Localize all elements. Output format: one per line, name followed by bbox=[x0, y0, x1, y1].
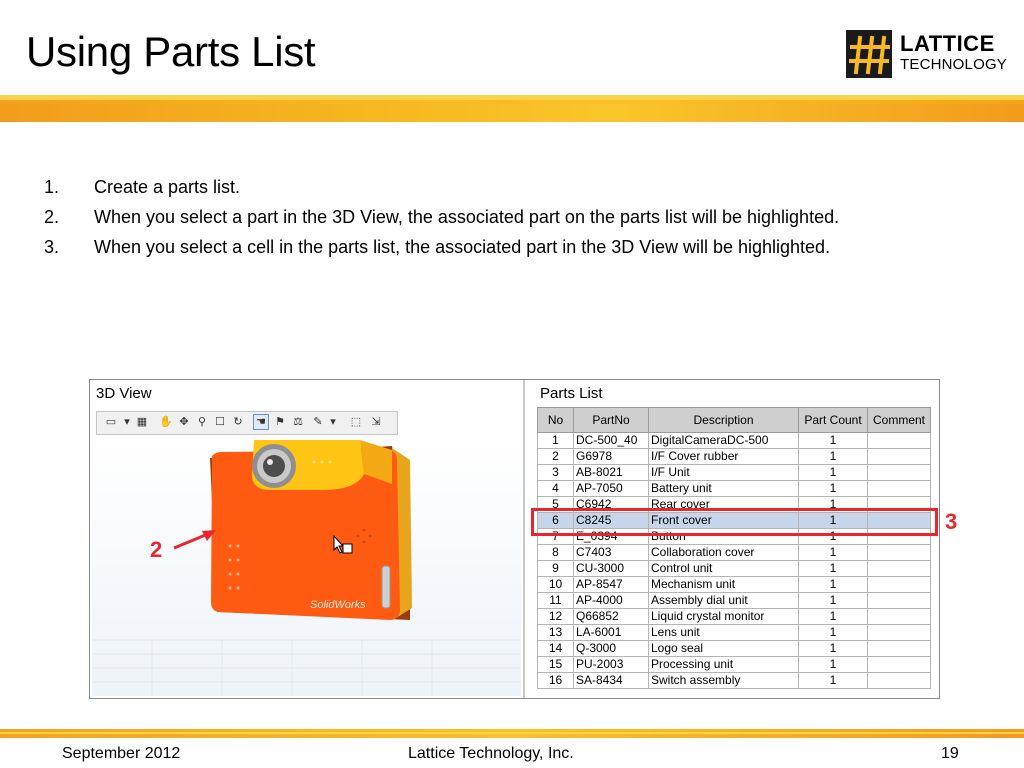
table-cell-part-no[interactable]: G6978 bbox=[574, 449, 649, 465]
view3d-canvas[interactable] bbox=[92, 440, 521, 696]
table-cell-comment[interactable] bbox=[868, 577, 931, 593]
table-cell-count[interactable]: 1 bbox=[799, 497, 868, 513]
box-zoom-icon[interactable]: ☐ bbox=[215, 416, 225, 428]
lattice-logo-icon bbox=[846, 30, 892, 78]
camera-model[interactable] bbox=[92, 440, 521, 696]
table-row[interactable] bbox=[538, 577, 931, 593]
table-cell-count[interactable]: 1 bbox=[799, 513, 868, 529]
table-cell-part-no[interactable]: C7403 bbox=[574, 545, 649, 561]
table-row[interactable] bbox=[538, 545, 931, 561]
highlight-box-3 bbox=[531, 508, 938, 536]
table-cell-comment[interactable] bbox=[868, 545, 931, 561]
table-cell-part-no[interactable]: Q66852 bbox=[574, 609, 649, 625]
table-row[interactable] bbox=[538, 657, 931, 673]
lattice-logo bbox=[846, 30, 1008, 78]
table-cell-comment[interactable] bbox=[868, 673, 931, 689]
parts-table-header bbox=[538, 408, 931, 433]
table-cell-part-no[interactable]: E_0394 bbox=[574, 529, 649, 545]
table-cell-no[interactable]: 16 bbox=[538, 673, 574, 689]
table-cell-part-no[interactable]: Q-3000 bbox=[574, 641, 649, 657]
annotation-icon[interactable]: ⬚ bbox=[350, 416, 362, 428]
table-cell-no[interactable]: 4 bbox=[538, 481, 574, 497]
table-cell-description[interactable]: Rear cover bbox=[649, 497, 799, 513]
step-item-2 bbox=[44, 205, 904, 229]
table-row[interactable] bbox=[538, 561, 931, 577]
step-text: Create a parts list. bbox=[94, 177, 241, 197]
measure-icon[interactable]: ⚖ bbox=[293, 416, 303, 428]
table-cell-comment[interactable] bbox=[868, 449, 931, 465]
table-cell-comment[interactable] bbox=[868, 593, 931, 609]
table-cell-description[interactable]: Logo seal bbox=[649, 641, 799, 657]
column-header-part-count[interactable]: Part Count bbox=[799, 408, 868, 433]
table-cell-description[interactable]: Liquid crystal monitor bbox=[649, 609, 799, 625]
rotate-icon[interactable]: ↻ bbox=[233, 416, 243, 428]
table-cell-no[interactable]: 10 bbox=[538, 577, 574, 593]
table-row[interactable] bbox=[538, 481, 931, 497]
table-row[interactable] bbox=[538, 465, 931, 481]
table-cell-description[interactable]: I/F Unit bbox=[649, 465, 799, 481]
footer-page-number: 19 bbox=[941, 745, 959, 762]
table-row[interactable] bbox=[538, 593, 931, 609]
table-cell-no[interactable]: 8 bbox=[538, 545, 574, 561]
table-cell-description[interactable]: Lens unit bbox=[649, 625, 799, 641]
slide-title: Using Parts List bbox=[26, 28, 316, 75]
logo-text-lattice: LATTICE bbox=[900, 31, 995, 56]
logo-text-technology: TECHNOLOGY bbox=[900, 56, 1008, 73]
column-header-description[interactable]: Description bbox=[649, 408, 799, 433]
table-cell-count[interactable]: 1 bbox=[799, 609, 868, 625]
table-cell-count[interactable]: 1 bbox=[799, 625, 868, 641]
table-cell-no[interactable]: 13 bbox=[538, 625, 574, 641]
callout-number-2: 2 bbox=[150, 537, 163, 562]
table-cell-part-no[interactable]: PU-2003 bbox=[574, 657, 649, 673]
view3d-title: 3D View bbox=[96, 385, 152, 402]
table-cell-description[interactable]: Processing unit bbox=[649, 657, 799, 673]
table-cell-part-no[interactable]: AB-8021 bbox=[574, 465, 649, 481]
table-cell-description[interactable]: Control unit bbox=[649, 561, 799, 577]
table-cell-count[interactable]: 1 bbox=[799, 529, 868, 545]
column-header-partno[interactable]: PartNo bbox=[574, 408, 649, 433]
column-header-no[interactable]: No bbox=[538, 408, 574, 433]
view3d-toolbar bbox=[96, 411, 398, 435]
table-row[interactable] bbox=[538, 625, 931, 641]
table-cell-no[interactable]: 12 bbox=[538, 609, 574, 625]
table-row[interactable] bbox=[538, 609, 931, 625]
pen-icon[interactable]: ✎ bbox=[313, 416, 323, 428]
table-cell-no[interactable]: 6 bbox=[538, 513, 574, 529]
table-cell-description[interactable]: I/F Cover rubber bbox=[649, 449, 799, 465]
table-cell-comment[interactable] bbox=[868, 609, 931, 625]
table-cell-description[interactable]: Button bbox=[649, 529, 799, 545]
ruler-icon[interactable]: ▭ bbox=[105, 416, 117, 428]
step-number: 2. bbox=[44, 207, 60, 227]
table-row[interactable] bbox=[538, 433, 931, 449]
table-cell-part-no[interactable]: SA-8434 bbox=[574, 673, 649, 689]
hand-icon[interactable]: ✋ bbox=[159, 416, 173, 428]
table-cell-no[interactable]: 15 bbox=[538, 657, 574, 673]
table-cell-no[interactable]: 14 bbox=[538, 641, 574, 657]
table-cell-no[interactable]: 7 bbox=[538, 529, 574, 545]
step-number: 1. bbox=[44, 177, 60, 197]
model-label: SolidWorks bbox=[310, 599, 366, 611]
table-cell-comment[interactable] bbox=[868, 641, 931, 657]
table-cell-comment[interactable] bbox=[868, 561, 931, 577]
footer-date: September 2012 bbox=[62, 745, 181, 762]
table-cell-count[interactable]: 1 bbox=[799, 449, 868, 465]
table-cell-count[interactable]: 1 bbox=[799, 593, 868, 609]
table-cell-comment[interactable] bbox=[868, 657, 931, 673]
table-cell-part-no[interactable]: AP-7050 bbox=[574, 481, 649, 497]
select-icon[interactable]: ☚ bbox=[253, 414, 269, 430]
table-row[interactable] bbox=[538, 673, 931, 689]
table-row[interactable] bbox=[538, 641, 931, 657]
table-cell-comment[interactable] bbox=[868, 465, 931, 481]
table-cell-description[interactable]: Battery unit bbox=[649, 481, 799, 497]
dropdown-icon[interactable]: ▾ bbox=[330, 416, 336, 428]
column-header-comment[interactable]: Comment bbox=[868, 408, 931, 433]
table-cell-count[interactable]: 1 bbox=[799, 465, 868, 481]
table-cell-description[interactable]: Mechanism unit bbox=[649, 577, 799, 593]
table-cell-comment[interactable] bbox=[868, 625, 931, 641]
step-number: 3. bbox=[44, 237, 60, 257]
table-cell-part-no[interactable]: C6942 bbox=[574, 497, 649, 513]
steps-list bbox=[44, 175, 904, 265]
parts-table bbox=[537, 407, 931, 689]
step-item-1 bbox=[44, 175, 904, 199]
callout-arrow-icon bbox=[172, 528, 218, 552]
table-cell-comment[interactable] bbox=[868, 433, 931, 449]
table-cell-part-no[interactable]: DC-500_40 bbox=[574, 433, 649, 449]
table-cell-no[interactable]: 5 bbox=[538, 497, 574, 513]
table-cell-no[interactable]: 9 bbox=[538, 561, 574, 577]
table-cell-description[interactable]: Switch assembly bbox=[649, 673, 799, 689]
table-cell-part-no[interactable]: AP-4000 bbox=[574, 593, 649, 609]
move-icon[interactable]: ✥ bbox=[179, 416, 189, 428]
footer-band bbox=[0, 729, 1024, 738]
step-item-3 bbox=[44, 235, 904, 259]
table-cell-description[interactable]: Front cover bbox=[649, 513, 799, 529]
table-cell-part-no[interactable]: CU-3000 bbox=[574, 561, 649, 577]
table-cell-count[interactable]: 1 bbox=[799, 673, 868, 689]
table-cell-count[interactable]: 1 bbox=[799, 561, 868, 577]
table-cell-count[interactable]: 1 bbox=[799, 481, 868, 497]
table-cell-no[interactable]: 11 bbox=[538, 593, 574, 609]
table-cell-count[interactable]: 1 bbox=[799, 433, 868, 449]
table-cell-count[interactable]: 1 bbox=[799, 577, 868, 593]
table-row[interactable] bbox=[538, 449, 931, 465]
table-cell-no[interactable]: 1 bbox=[538, 433, 574, 449]
calculator-icon[interactable]: ▦ bbox=[136, 416, 148, 428]
table-cell-no[interactable]: 2 bbox=[538, 449, 574, 465]
callout-number-3: 3 bbox=[945, 509, 958, 534]
table-cell-comment[interactable] bbox=[868, 481, 931, 497]
table-cell-count[interactable]: 1 bbox=[799, 641, 868, 657]
parts-list-panel bbox=[526, 380, 939, 698]
table-cell-part-no[interactable]: AP-8547 bbox=[574, 577, 649, 593]
step-text: When you select a cell in the parts list, the associated part in the 3D View will be highlighted. bbox=[94, 237, 831, 257]
parts-list-title: Parts List bbox=[540, 385, 603, 402]
header-band bbox=[0, 95, 1024, 122]
table-cell-description[interactable]: Collaboration cover bbox=[649, 545, 799, 561]
table-cell-description[interactable]: Assembly dial unit bbox=[649, 593, 799, 609]
table-cell-part-no[interactable]: C8245 bbox=[574, 513, 649, 529]
table-cell-no[interactable]: 3 bbox=[538, 465, 574, 481]
zoom-icon[interactable]: ⚲ bbox=[197, 416, 207, 428]
table-cell-description[interactable]: DigitalCameraDC-500 bbox=[649, 433, 799, 449]
table-cell-count[interactable]: 1 bbox=[799, 545, 868, 561]
footer-company: Lattice Technology, Inc. bbox=[408, 745, 574, 762]
flag-icon[interactable]: ⚑ bbox=[275, 416, 285, 428]
dropdown-icon[interactable]: ▾ bbox=[124, 416, 130, 428]
table-cell-count[interactable]: 1 bbox=[799, 657, 868, 673]
step-text: When you select a part in the 3D View, the associated part on the parts list will be highlighted. bbox=[94, 207, 840, 227]
table-cell-part-no[interactable]: LA-6001 bbox=[574, 625, 649, 641]
parts-table-body bbox=[538, 433, 931, 689]
export-icon[interactable]: ⇲ bbox=[371, 416, 381, 428]
